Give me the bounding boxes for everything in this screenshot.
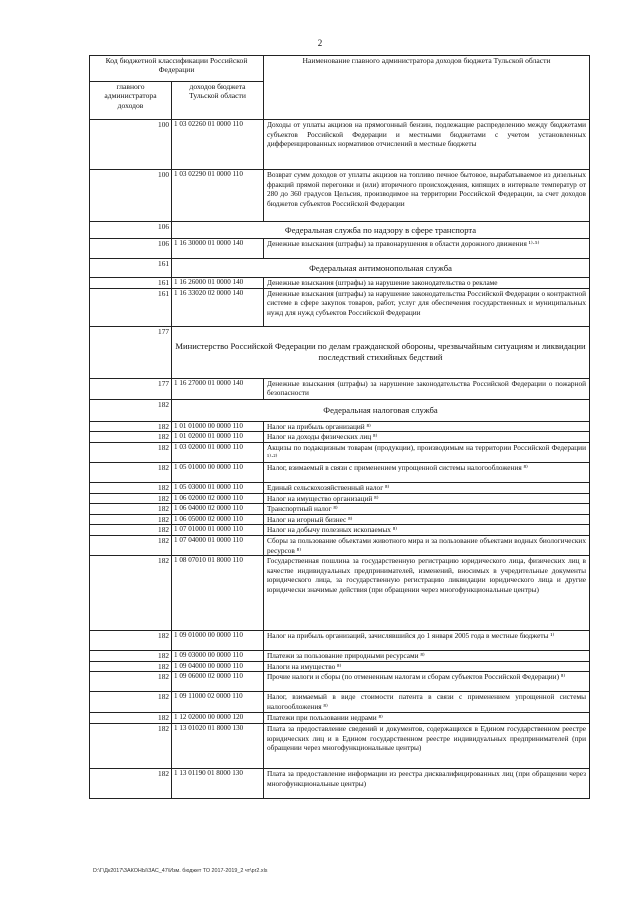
income-description-cell: Налог на добычу полезных ископаемых ⁸⁾ <box>264 525 590 536</box>
table-row <box>90 768 590 798</box>
admin-code-cell: 182 <box>90 514 172 525</box>
section-title-cell: Министерство Российской Федерации по делам гражданской обороны, чрезвычайным ситуациям и ликвидации последствий стихийных бедствий <box>172 326 590 378</box>
income-code-cell: 1 03 02290 01 0000 110 <box>172 170 264 222</box>
table-row <box>90 514 590 525</box>
table-row <box>90 278 590 289</box>
income-description-cell: Доходы от уплаты акцизов на прямогонный бензин, подлежащие распределению между бюджетами субъектов Российской Федерации и местными бюджетами с учетом установленных дифференцированных нормативов отчислений в местные бюджеты <box>264 120 590 170</box>
table-row <box>90 692 590 713</box>
file-path-footer: D:\Г\Дк2017\ЗАКОНЫ\ЗАС_47\Изм. бюджет ТО 2017-2019_2 чт\pr2.xls <box>93 868 268 874</box>
income-description-cell: Единый сельскохозяйственный налог ⁸⁾ <box>264 482 590 493</box>
table-row <box>90 493 590 504</box>
income-code-cell: 1 09 01000 00 0000 110 <box>172 631 264 651</box>
admin-code-cell: 100 <box>90 120 172 170</box>
income-code-cell: 1 09 03000 00 0000 110 <box>172 651 264 662</box>
admin-code-cell: 182 <box>90 504 172 515</box>
income-description-cell: Денежные взыскания (штрафы) за нарушение законодательства о рекламе <box>264 278 590 289</box>
table-row <box>90 525 590 536</box>
table-row <box>90 651 590 662</box>
income-code-cell: 1 16 26000 01 0000 140 <box>172 278 264 289</box>
header-income-column: доходов бюджета Тульской области <box>172 82 264 120</box>
section-title-cell: Федеральная служба по надзору в сфере транспорта <box>172 222 590 239</box>
admin-code-cell: 182 <box>90 482 172 493</box>
income-description-cell: Денежные взыскания (штрафы) за нарушение законодательства Российской Федерации о контрактной системе в сфере закупок товаров, работ, услуг для обеспечения государственных и муниципальных нужд для нужд субъектов Российской Федерации <box>264 288 590 326</box>
table-row <box>90 421 590 432</box>
income-description-cell: Денежные взыскания (штрафы) за правонарушения в области дорожного движения ¹⁾·⁵⁾ <box>264 239 590 259</box>
admin-code-cell: 182 <box>90 535 172 555</box>
table-row <box>90 482 590 493</box>
income-code-cell: 1 09 11000 02 0000 110 <box>172 692 264 713</box>
income-code-cell: 1 16 27000 01 0000 140 <box>172 378 264 399</box>
section-row <box>90 399 590 421</box>
table-row <box>90 723 590 768</box>
income-code-cell: 1 03 02000 01 0000 110 <box>172 442 264 462</box>
admin-code-cell: 100 <box>90 170 172 222</box>
table-row <box>90 432 590 443</box>
admin-code-cell: 161 <box>90 288 172 326</box>
table-row <box>90 504 590 515</box>
admin-code-cell: 182 <box>90 672 172 692</box>
section-title-cell: Федеральная налоговая служба <box>172 399 590 421</box>
admin-code-cell: 177 <box>90 326 172 378</box>
income-code-cell: 1 06 04000 02 0000 110 <box>172 504 264 515</box>
table-row <box>90 442 590 462</box>
admin-code-cell: 182 <box>90 661 172 672</box>
income-code-cell: 1 12 02000 00 0000 120 <box>172 713 264 724</box>
income-description-cell: Плата за предоставление информации из реестра дисквалифицированных лиц (при обращении через многофункциональные центры) <box>264 768 590 798</box>
income-description-cell: Налог на игорный бизнес ⁸⁾ <box>264 514 590 525</box>
section-title-cell: Федеральная антимонопольная служба <box>172 259 590 278</box>
table-row <box>90 288 590 326</box>
admin-code-cell: 182 <box>90 723 172 768</box>
admin-code-cell: 161 <box>90 278 172 289</box>
admin-code-cell: 182 <box>90 421 172 432</box>
admin-code-cell: 182 <box>90 556 172 631</box>
admin-code-cell: 182 <box>90 651 172 662</box>
admin-code-cell: 182 <box>90 399 172 421</box>
income-description-cell: Налог, взимаемый в виде стоимости патента в связи с применением упрощенной системы налогообложения ⁸⁾ <box>264 692 590 713</box>
income-code-cell: 1 05 01000 00 0000 110 <box>172 462 264 482</box>
table-row <box>90 713 590 724</box>
income-description-cell: Платежи при пользовании недрами ⁸⁾ <box>264 713 590 724</box>
admin-code-cell: 182 <box>90 442 172 462</box>
header-admin-column: главного администратора доходов <box>90 82 172 120</box>
income-code-cell: 1 03 02260 01 0000 110 <box>172 120 264 170</box>
income-description-cell: Налог, взимаемый в связи с применением упрощенной системы налогообложения ⁸⁾ <box>264 462 590 482</box>
income-code-cell: 1 16 33020 02 0000 140 <box>172 288 264 326</box>
income-description-cell: Плата за предоставление сведений и документов, содержащихся в Едином государственном реестре юридических лиц и в Едином государственном реестре индивидуальных предпринимателей (при обращении через многофункциональные центры) <box>264 723 590 768</box>
income-code-cell: 1 07 04000 01 0000 110 <box>172 535 264 555</box>
section-row <box>90 259 590 278</box>
income-code-cell: 1 01 01000 00 0000 110 <box>172 421 264 432</box>
table-row <box>90 239 590 259</box>
table-row <box>90 462 590 482</box>
table-row <box>90 120 590 170</box>
admin-code-cell: 177 <box>90 378 172 399</box>
income-description-cell: Государственная пошлина за государственную регистрацию юридического лица, физических лиц в качестве индивидуальных предпринимателей, изменений, вносимых в учредительные документы юридического лица, за государственную регистрацию ликвидации юридического лица и другие юридически значимые действия (при обращении через многофункциональные центры) <box>264 556 590 631</box>
table-row <box>90 378 590 399</box>
table-row <box>90 631 590 651</box>
admin-code-cell: 182 <box>90 713 172 724</box>
income-description-cell: Денежные взыскания (штрафы) за нарушение законодательства Российской Федерации о пожарной безопасности <box>264 378 590 399</box>
table-row <box>90 170 590 222</box>
admin-code-cell: 182 <box>90 631 172 651</box>
income-description-cell: Налог на прибыль организаций, зачислявшийся до 1 января 2005 года в местные бюджеты ¹⁾ <box>264 631 590 651</box>
page-number: 2 <box>317 38 323 48</box>
admin-code-cell: 182 <box>90 493 172 504</box>
admin-code-cell: 182 <box>90 432 172 443</box>
admin-code-cell: 182 <box>90 768 172 798</box>
income-code-cell: 1 06 05000 02 0000 110 <box>172 514 264 525</box>
budget-classification-table <box>89 55 590 799</box>
income-description-cell: Платежи за пользование природными ресурсами ⁸⁾ <box>264 651 590 662</box>
income-code-cell: 1 05 03000 01 0000 110 <box>172 482 264 493</box>
income-description-cell: Налоги на имущество ⁸⁾ <box>264 661 590 672</box>
income-description-cell: Возврат сумм доходов от уплаты акцизов на топливо печное бытовое, вырабатываемое из дизельных фракций прямой перегонки и (или) вторичного происхождения, кипящих в интервале температур от 280 до 360 градусов Цельсия, производимое на территории Российской Федерации, за счет доходов бюджетов субъектов Российской Федерации <box>264 170 590 222</box>
table-row <box>90 661 590 672</box>
admin-code-cell: 161 <box>90 259 172 278</box>
income-code-cell: 1 09 04000 00 0000 110 <box>172 661 264 672</box>
admin-code-cell: 182 <box>90 462 172 482</box>
header-name-column: Наименование главного администратора доходов бюджета Тульской области <box>264 56 590 120</box>
section-row <box>90 222 590 239</box>
income-code-cell: 1 01 02000 01 0000 110 <box>172 432 264 443</box>
income-code-cell: 1 13 01020 01 8000 130 <box>172 723 264 768</box>
income-description-cell: Налог на имущество организаций ⁸⁾ <box>264 493 590 504</box>
admin-code-cell: 106 <box>90 239 172 259</box>
income-description-cell: Транспортный налог ⁸⁾ <box>264 504 590 515</box>
header-code-group: Код бюджетной классификации Российской Федерации <box>90 56 264 82</box>
income-code-cell: 1 08 07010 01 8000 110 <box>172 556 264 631</box>
income-code-cell: 1 07 01000 01 0000 110 <box>172 525 264 536</box>
income-code-cell: 1 06 02000 02 0000 110 <box>172 493 264 504</box>
admin-code-cell: 182 <box>90 692 172 713</box>
income-code-cell: 1 13 01190 01 8000 130 <box>172 768 264 798</box>
income-description-cell: Сборы за пользование объектами животного мира и за пользование объектами водных биологических ресурсов ⁸⁾ <box>264 535 590 555</box>
income-code-cell: 1 09 06000 02 0000 110 <box>172 672 264 692</box>
admin-code-cell: 182 <box>90 525 172 536</box>
table-row <box>90 556 590 631</box>
income-description-cell: Налог на доходы физических лиц ⁸⁾ <box>264 432 590 443</box>
income-description-cell: Прочие налоги и сборы (по отмененным налогам и сборам субъектов Российской Федерации) ⁸⁾ <box>264 672 590 692</box>
income-code-cell: 1 16 30000 01 0000 140 <box>172 239 264 259</box>
income-description-cell: Акцизы по подакцизным товарам (продукции), производимым на территории Российской Федерации ¹⁾·²⁾ <box>264 442 590 462</box>
table-row <box>90 672 590 692</box>
table-row <box>90 535 590 555</box>
income-description-cell: Налог на прибыль организаций ⁸⁾ <box>264 421 590 432</box>
section-row <box>90 326 590 378</box>
admin-code-cell: 106 <box>90 222 172 239</box>
table-header-row <box>90 56 590 82</box>
